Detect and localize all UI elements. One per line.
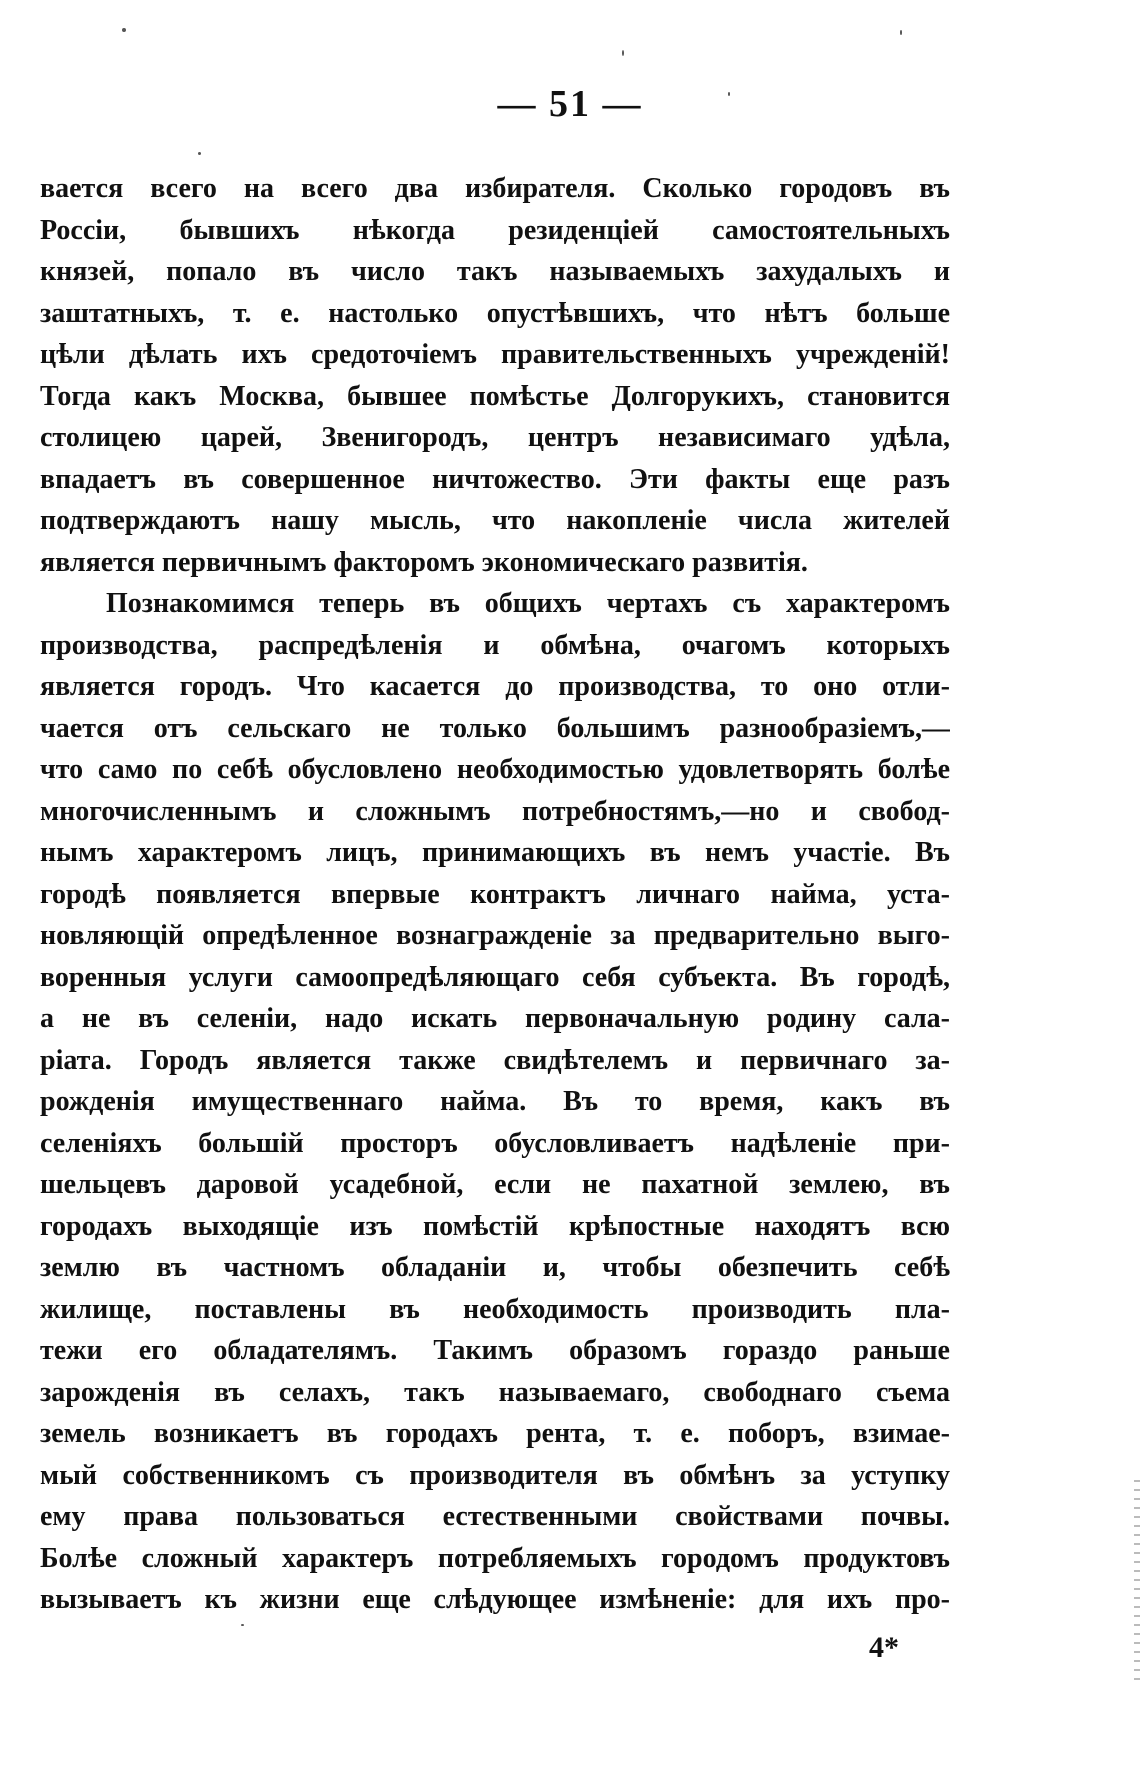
- text-line: является городъ. Что касается до производства, то оно отли-: [40, 671, 950, 702]
- text-line: шельцевъ даровой усадебной, если не пахатной землею, въ: [40, 1169, 950, 1200]
- text-line: жилище, поставлены въ необходимость производить пла-: [40, 1293, 950, 1325]
- signature-mark: 4*: [869, 1631, 899, 1664]
- text-line: является первичнымъ факторомъ экономическаго развитія.: [40, 546, 808, 578]
- text-line: чается отъ сельскаго не только большимъ разнообразіемъ,—: [40, 712, 950, 744]
- text-line: вается всего на всего два избирателя. Сколько городовъ въ: [40, 173, 950, 204]
- text-line: зарожденія въ селахъ, такъ называемаго, свободнаго съема: [40, 1376, 950, 1408]
- text-line: Болѣе сложный характеръ потребляемыхъ городомъ продуктовъ: [40, 1542, 950, 1574]
- text-line: подтверждаютъ нашу мысль, что накопленіе числа жителей: [40, 505, 950, 536]
- text-line: тежи его обладателямъ. Такимъ образомъ гораздо раньше: [40, 1335, 950, 1366]
- text-line: селеніяхъ большій просторъ обусловливаетъ надѣленіе при-: [40, 1127, 950, 1159]
- text-line: Тогда какъ Москва, бывшее помѣстье Долгорукихъ, становится: [40, 380, 950, 412]
- text-line: Россіи, бывшихъ нѣкогда резиденціей самостоятельныхъ: [40, 214, 950, 246]
- text-line: заштатныхъ, т. е. настолько опустѣвшихъ, что нѣтъ больше: [40, 297, 950, 329]
- text-line: нымъ характеромъ лицъ, принимающихъ въ немъ участіе. Въ: [40, 837, 950, 868]
- text-line: ріата. Городъ является также свидѣтелемъ и первичнаго за-: [40, 1044, 950, 1076]
- text-line: цѣли дѣлать ихъ средоточіемъ правительственныхъ учрежденій!: [40, 339, 950, 370]
- text-line: мый собственникомъ съ производителя въ обмѣнъ за уступку: [40, 1459, 950, 1491]
- scan-speck: [728, 92, 730, 96]
- text-line: а не въ селеніи, надо искать первоначальную родину сала-: [40, 1003, 950, 1034]
- scan-speck: [122, 28, 126, 32]
- text-line: что само по себѣ обусловлено необходимостью удовлетворять болѣе: [40, 754, 950, 785]
- text-line: производства, распредѣленія и обмѣна, очагомъ которыхъ: [40, 629, 950, 661]
- scan-speck: [198, 152, 201, 155]
- text-line: земель возникаетъ въ городахъ рента, т. е. поборъ, взимае-: [40, 1418, 950, 1449]
- text-line: впадаетъ въ совершенное ничтожество. Эти факты еще разъ: [40, 463, 950, 495]
- text-line: новляющій опредѣленное вознагражденіе за предварительно выго-: [40, 920, 950, 951]
- text-line: вызываетъ къ жизни еще слѣдующее измѣненіе: для ихъ про-: [40, 1584, 950, 1615]
- text-line: воренныя услуги самоопредѣляющаго себя субъекта. Въ городѣ,: [40, 961, 950, 993]
- text-line: городѣ появляется впервые контрактъ личнаго найма, уста-: [40, 878, 950, 910]
- page-edge-marks: [1134, 1480, 1140, 1680]
- scan-speck: [622, 50, 624, 56]
- text-line: рожденія имущественнаго найма. Въ то время, какъ въ: [40, 1086, 950, 1117]
- text-line: столицею царей, Звенигородъ, центръ независимаго удѣла,: [40, 422, 950, 453]
- text-line: ему права пользоваться естественными свойствами почвы.: [40, 1501, 950, 1532]
- text-line: многочисленнымъ и сложнымъ потребностямъ,—но и свобод-: [40, 795, 950, 827]
- text-line: князей, попало въ число такъ называемыхъ захудалыхъ и: [40, 256, 950, 287]
- paragraph-start-line: Познакомимся теперь въ общихъ чертахъ съ характеромъ: [106, 588, 950, 619]
- scan-speck: [241, 1624, 244, 1626]
- text-line: городахъ выходящіе изъ помѣстій крѣпостные находятъ всю: [40, 1210, 950, 1242]
- scan-speck: [900, 30, 902, 35]
- text-line: землю въ частномъ обладаніи и, чтобы обезпечить себѣ: [40, 1252, 950, 1283]
- body-text: [40, 168, 950, 1621]
- page-number: — 51 —: [497, 83, 643, 125]
